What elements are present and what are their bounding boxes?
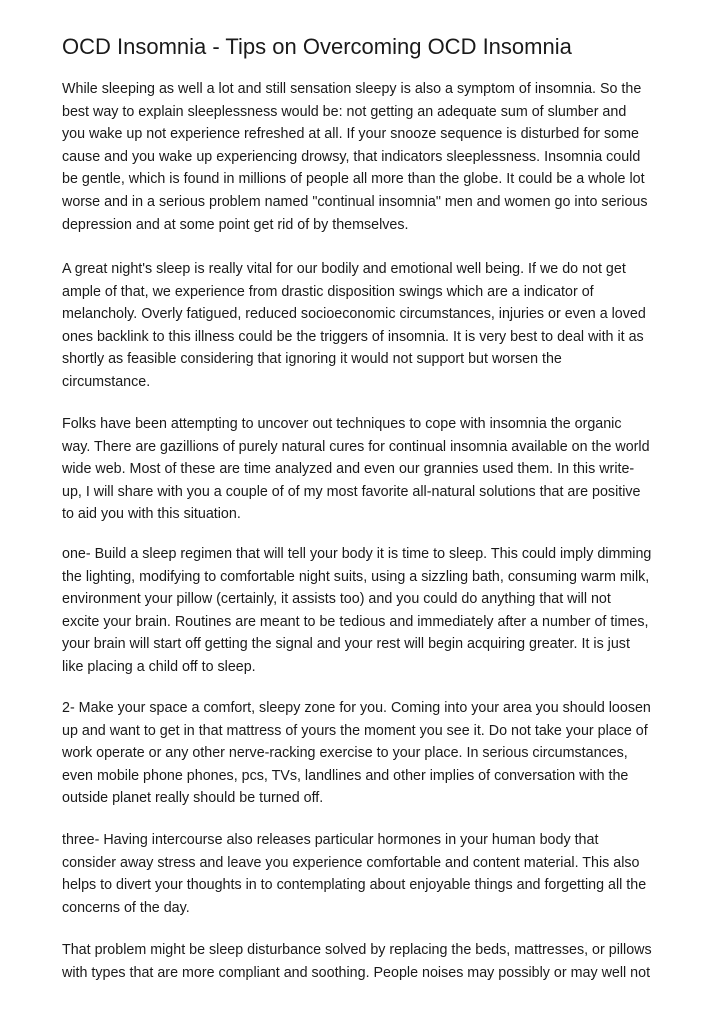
text-line: 2- Make your space a comfort, sleepy zone for you. Coming into your area you should loosen: [62, 700, 651, 716]
text-line: be gentle, which is found in millions of people all more than the globe. It could be a whole lot: [62, 171, 645, 188]
paragraph-7: [62, 939, 652, 984]
text-line: consider away stress and leave you experience comfortable and content material. This also: [62, 854, 640, 871]
text-line: helps to divert your thoughts in to contemplating about enjoyable things and forgetting all the: [62, 877, 647, 894]
text-line: outside planet really should be turned off.: [62, 790, 324, 807]
text-line: shortly as feasible considering that ignoring it would not support but worsen the: [62, 351, 562, 368]
text-line: you wake up not experience refreshed at all. If your snooze sequence is disturbed for some: [62, 126, 639, 143]
text-line: melancholy. Overly fatigued, reduced socioeconomic circumstances, injuries or even a loved: [62, 306, 646, 323]
text-line: one- Build a sleep regimen that will tell your body it is time to sleep. This could imply dimming: [62, 546, 652, 562]
text-line: circumstance.: [62, 373, 151, 390]
text-line: While sleeping as well a lot and still sensation sleepy is also a symptom of insomnia. So the: [62, 81, 642, 97]
text-line: worse and in a serious problem named "continual insomnia" men and women go into serious: [62, 193, 648, 210]
text-line: work operate or any other nerve-racking exercise to your place. In serious circumstances,: [62, 745, 628, 762]
text-line: A great night's sleep is really vital for our bodily and emotional well being. If we do not get: [62, 261, 626, 277]
paragraph-6: [62, 829, 646, 919]
text-line: your brain will start off getting the signal and your rest will begin acquiring greater. It is just: [62, 636, 630, 653]
text-line: best way to explain sleeplessness would be: not getting an adequate sum of slumber and: [62, 103, 627, 120]
text-line: up, I will share with you a couple of of my most favorite all-natural solutions that are positive: [62, 483, 641, 500]
text-line: concerns of the day.: [62, 899, 190, 916]
text-line: excite your brain. Routines are meant to be tedious and immediately after a number of times,: [62, 613, 649, 630]
document-title: OCD Insomnia - Tips on Overcoming OCD Insomnia: [62, 34, 572, 59]
text-line: the lighting, modifying to comfortable night suits, using a sizzling bath, consuming warm milk,: [62, 568, 650, 585]
paragraph-2: [62, 258, 646, 394]
text-line: Folks have been attempting to uncover out techniques to cope with insomnia the organic: [62, 416, 622, 432]
paragraph-3: [62, 413, 650, 526]
text-line: depression and at some point get rid of by themselves.: [62, 216, 409, 233]
text-line: like placing a child off to sleep.: [62, 658, 256, 675]
paragraph-4: [62, 543, 651, 679]
text-line: three- Having intercourse also releases particular hormones in your human body that: [62, 832, 599, 848]
text-line: even mobile phone phones, pcs, TVs, landlines and other implies of conversation with the: [62, 767, 629, 784]
text-line: ample of that, we experience from drastic disposition swings which are a indicator of: [62, 283, 594, 300]
text-line: environment your pillow (certainly, it assists too) and you could do anything that will not: [62, 591, 611, 608]
text-line: with types that are more compliant and soothing. People noises may possibly or may well not: [62, 964, 651, 981]
text-line: way. There are gazillions of purely natural cures for continual insomnia available on the world: [62, 438, 650, 455]
text-line: cause and you wake up experiencing drowsy, that indicators sleeplessness. Insomnia could: [62, 148, 641, 165]
text-line: wide web. Most of these are time analyzed and even our grannies used them. In this write-: [62, 461, 635, 478]
paragraph-1: [62, 78, 648, 236]
text-line: ones backlink to this illness could be the triggers of insomnia. It is very best to deal with it as: [62, 328, 644, 345]
text-line: up and want to get in that mattress of yours the moment you see it. Do not take your place of: [62, 722, 648, 739]
paragraph-5: [62, 697, 651, 810]
text-line: That problem might be sleep disturbance solved by replacing the beds, mattresses, or pillows: [62, 942, 652, 958]
text-line: to aid you with this situation.: [62, 506, 241, 523]
